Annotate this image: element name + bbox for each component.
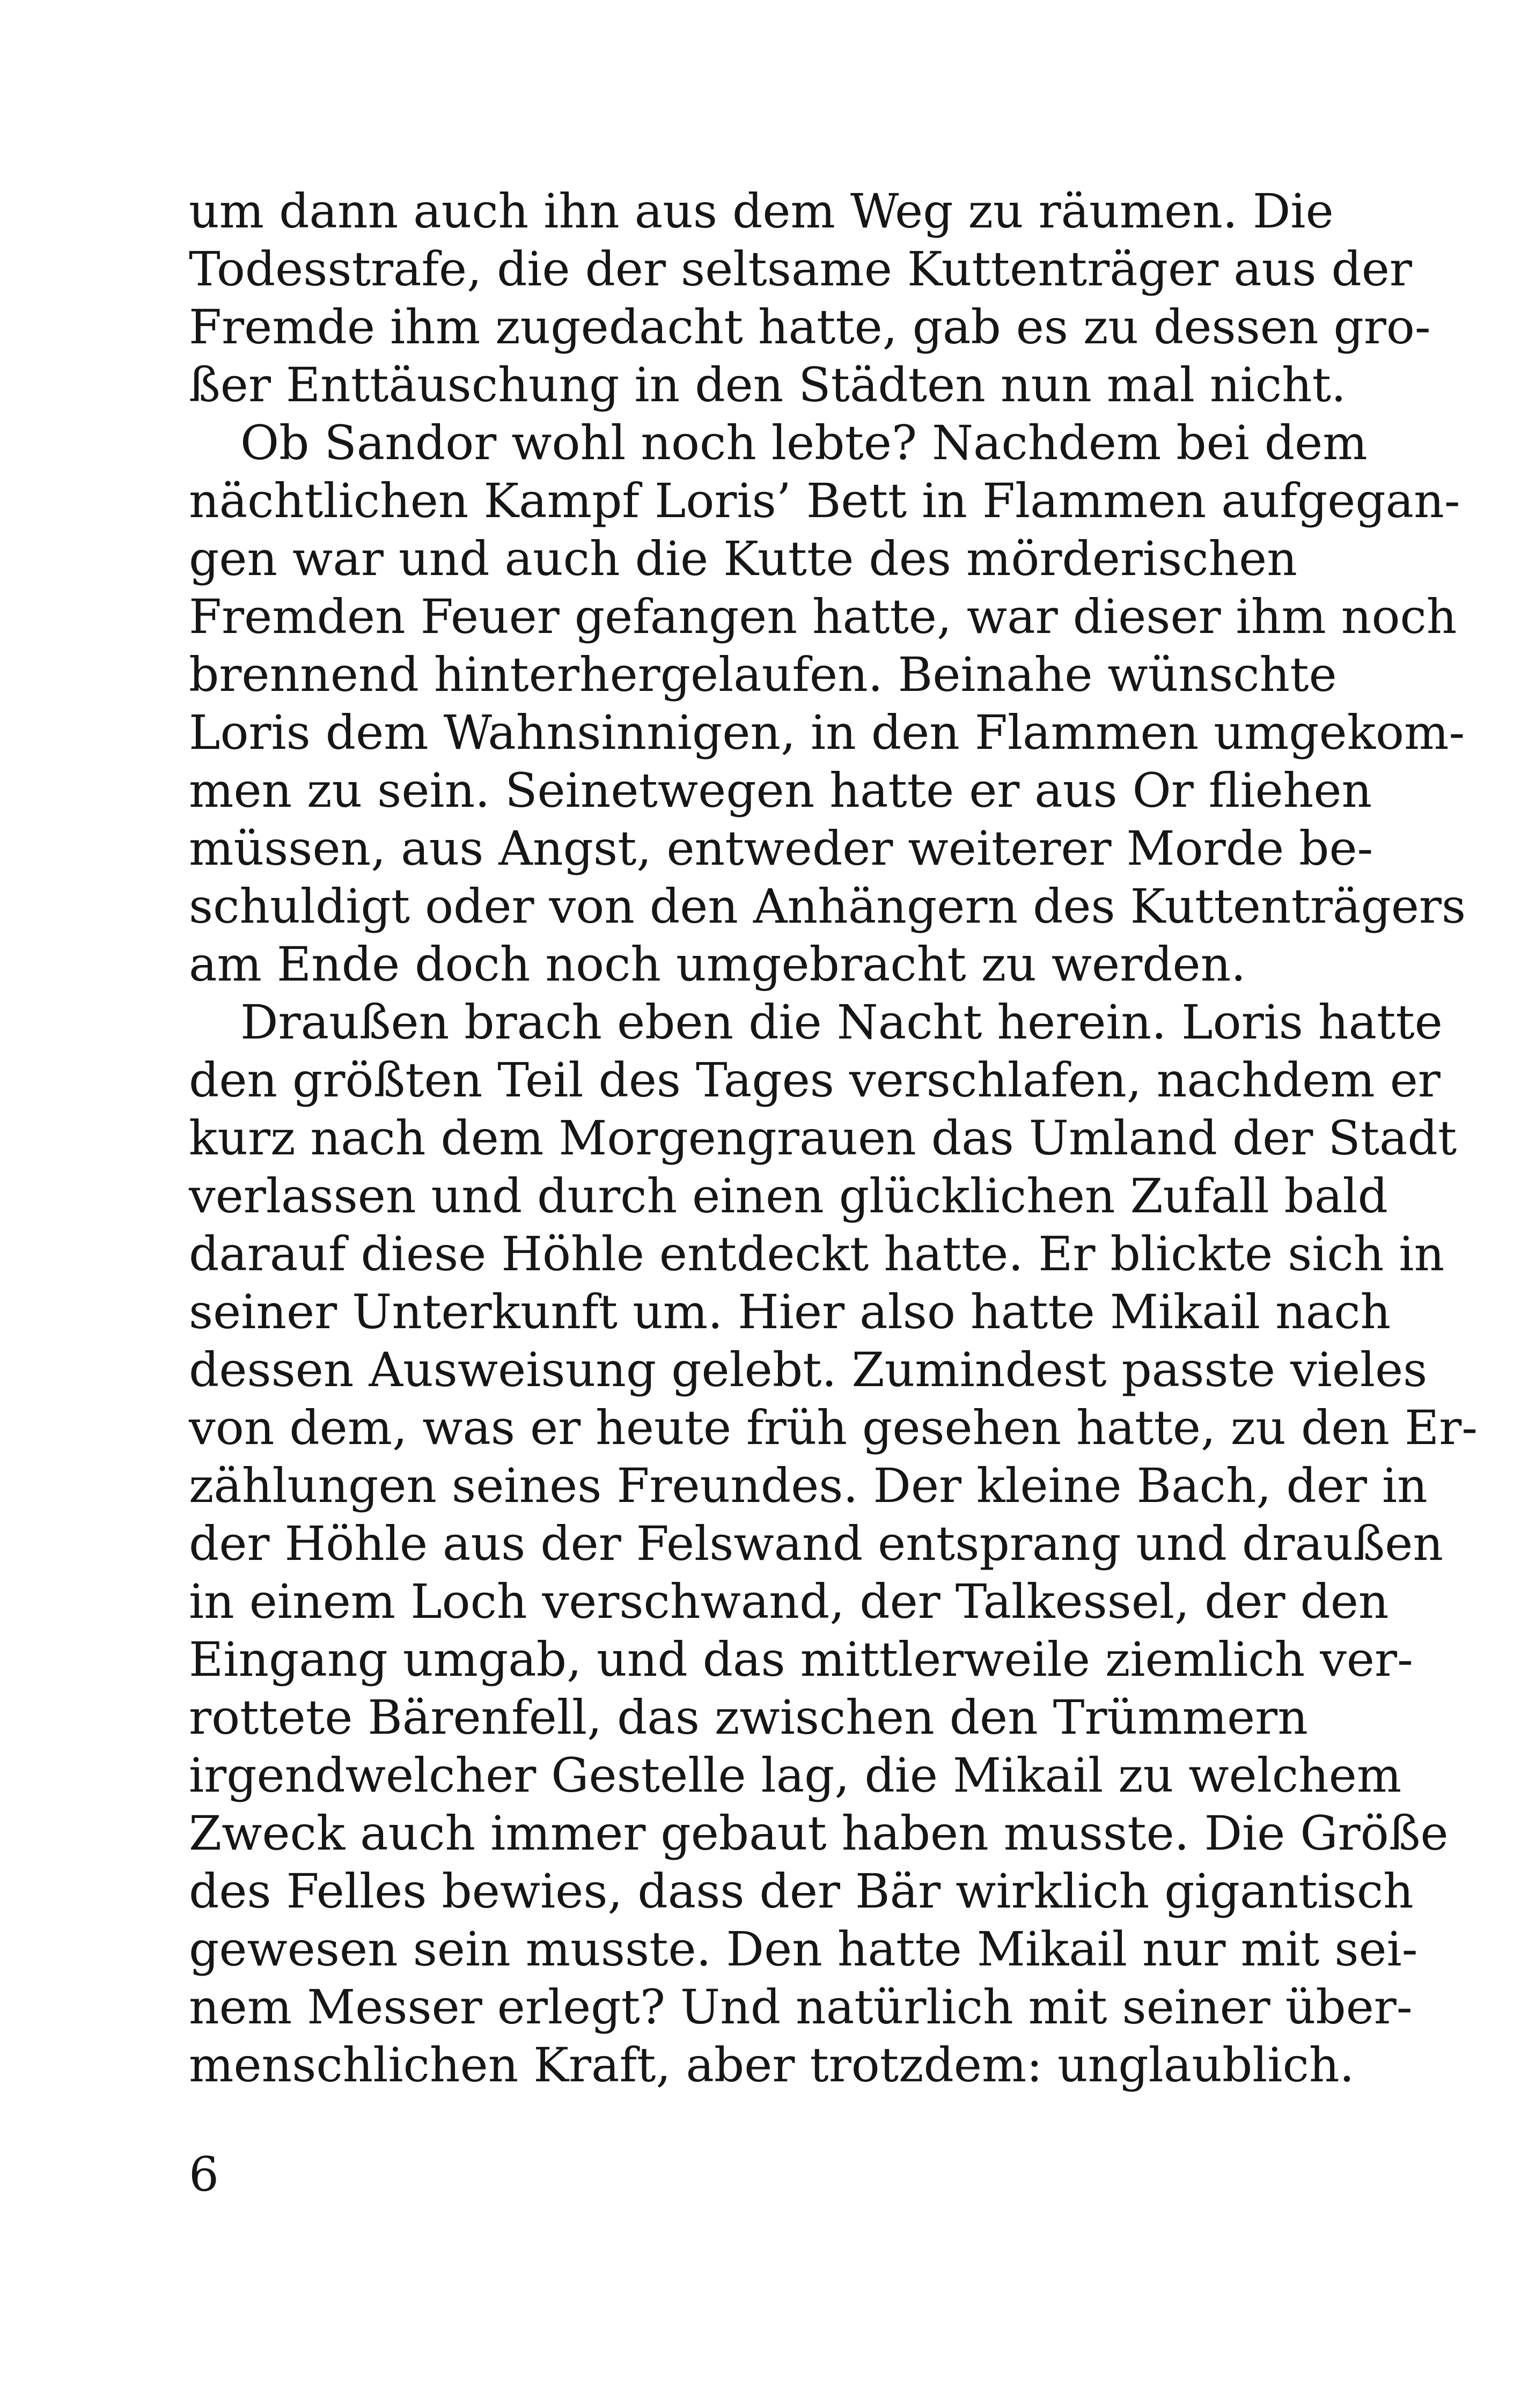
- page-number: 6: [189, 2147, 219, 2202]
- text-line: in einem Loch verschwand, der Talkessel, der den: [189, 1574, 1389, 1629]
- text-line: nem Messer erlegt? Und natürlich mit seiner über-: [189, 1979, 1413, 2035]
- text-line: men zu sein. Seinetwegen hatte er aus Or fliehen: [189, 763, 1372, 818]
- text-line: nächtlichen Kampf Loris’ Bett in Flammen aufgegan-: [189, 473, 1460, 528]
- text-line: brennend hinterhergelaufen. Beinahe wünschte: [189, 647, 1337, 702]
- text-line: menschlichen Kraft, aber trotzdem: unglaublich.: [189, 2037, 1355, 2093]
- text-line: den größten Teil des Tages verschlafen, nachdem er: [189, 1052, 1441, 1108]
- text-line: ßer Enttäuschung in den Städten nun mal nicht.: [189, 357, 1346, 413]
- text-line: Zweck auch immer gebaut haben musste. Die Größe: [189, 1806, 1449, 1861]
- text-line: kurz nach dem Morgengrauen das Umland der Stadt: [189, 1110, 1457, 1166]
- text-line: verlassen und durch einen glücklichen Zufall bald: [189, 1168, 1388, 1224]
- text-line: Ob Sandor wohl noch lebte? Nachdem bei dem: [240, 415, 1368, 470]
- text-line: rottete Bärenfell, das zwischen den Trümmern: [189, 1690, 1308, 1745]
- body-text: [189, 182, 1478, 2094]
- text-line: darauf diese Höhle entdeckt hatte. Er blickte sich in: [189, 1226, 1445, 1282]
- text-line: müssen, aus Angst, entweder weiterer Morde be-: [189, 821, 1373, 876]
- text-line: am Ende doch noch umgebracht zu werden.: [189, 937, 1246, 992]
- text-line: Fremde ihm zugedacht hatte, gab es zu dessen gro-: [189, 299, 1431, 355]
- text-line: Todesstrafe, die der seltsame Kuttenträger aus der: [189, 241, 1412, 297]
- text-line: des Felles bewies, dass der Bär wirklich gigantisch: [189, 1864, 1414, 1919]
- text-line: gewesen sein musste. Den hatte Mikail nur mit sei-: [189, 1921, 1418, 1977]
- text-line: seiner Unterkunft um. Hier also hatte Mikail nach: [189, 1284, 1391, 1339]
- text-line: Loris dem Wahnsinnigen, in den Flammen umgekom-: [189, 705, 1465, 760]
- text-line: dessen Ausweisung gelebt. Zumindest passte vieles: [189, 1342, 1428, 1397]
- text-line: Fremden Feuer gefangen hatte, war dieser ihm noch: [189, 589, 1457, 644]
- text-line: um dann auch ihn aus dem Weg zu räumen. Die: [189, 183, 1334, 239]
- text-line: schuldigt oder von den Anhängern des Kuttenträgers: [189, 879, 1466, 934]
- text-line: zählungen seines Freundes. Der kleine Bach, der in: [189, 1458, 1428, 1513]
- text-line: irgendwelcher Gestelle lag, die Mikail zu welchem: [189, 1748, 1402, 1803]
- text-line: Draußen brach eben die Nacht herein. Loris hatte: [240, 995, 1443, 1050]
- text-line: der Höhle aus der Felswand entsprang und draußen: [189, 1516, 1444, 1571]
- text-line: von dem, was er heute früh gesehen hatte, zu den Er-: [189, 1400, 1478, 1455]
- text-line: gen war und auch die Kutte des mörderischen: [189, 531, 1297, 586]
- text-line: Eingang umgab, und das mittlerweile ziemlich ver-: [189, 1632, 1413, 1687]
